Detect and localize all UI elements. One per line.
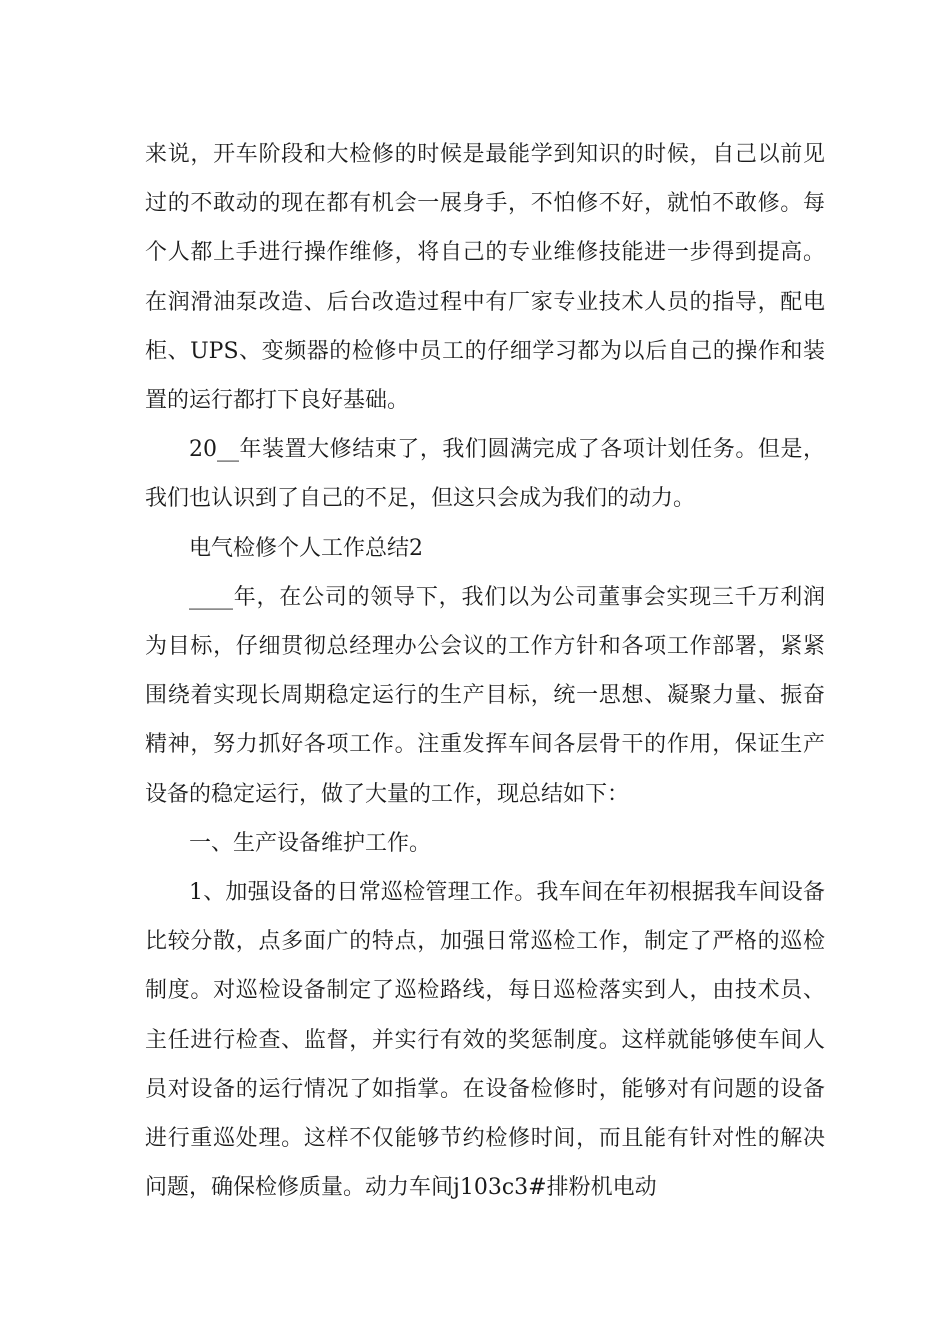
section-heading-1: 一、生产设备维护工作。 (189, 830, 432, 856)
paragraph-1: 来说，开车阶段和大检修的时候是最能学到知识的时候，自己以前见过的不敢动的现在都有机会一展身手，不怕修不好，就怕不敢修。每个人都上手进行操作维修，将自己的专业维修技能进一步得到提高。在润滑油泵改造、后台改造过程中有厂家专业技术人员的指导，配电柜、UPS、变频器的检修中员工的仔细学习都为以后自己的操作和装置的运行都打下良好基础。 (145, 142, 825, 414)
paragraph-2: 20__年装置大修结束了，我们圆满完成了各项计划任务。但是，我们也认识到了自己的不足，但这只会成为我们的动力。 (145, 437, 825, 512)
paragraph-4: 1、加强设备的日常巡检管理工作。我车间在年初根据我车间设备比较分散，点多面广的特点，加强日常巡检工作，制定了严格的巡检制度。对巡检设备制定了巡检路线，每日巡检落实到人，由技术员、主任进行检查、监督，并实行有效的奖惩制度。这样就能够使车间人员对设备的运行情况了如指掌。在设备检修时，能够对有问题的设备进行重巡处理。这样不仅能够节约检修时间，而且能有针对性的解决问题，确保检修质量。动力车间j103c3#排粉机电动 (145, 880, 825, 1201)
section-title: 电气检修个人工作总结2 (189, 535, 423, 561)
document-body (145, 130, 825, 1212)
paragraph-3: ____年，在公司的领导下，我们以为公司董事会实现三千万利润为目标，仔细贯彻总经理办公会议的工作方针和各项工作部署，紧紧围绕着实现长周期稳定运行的生产目标，统一思想、凝聚力量、振奋精神，努力抓好各项工作。注重发挥车间各层骨干的作用，保证生产设备的稳定运行，做了大量的工作，现总结如下： (145, 584, 825, 807)
